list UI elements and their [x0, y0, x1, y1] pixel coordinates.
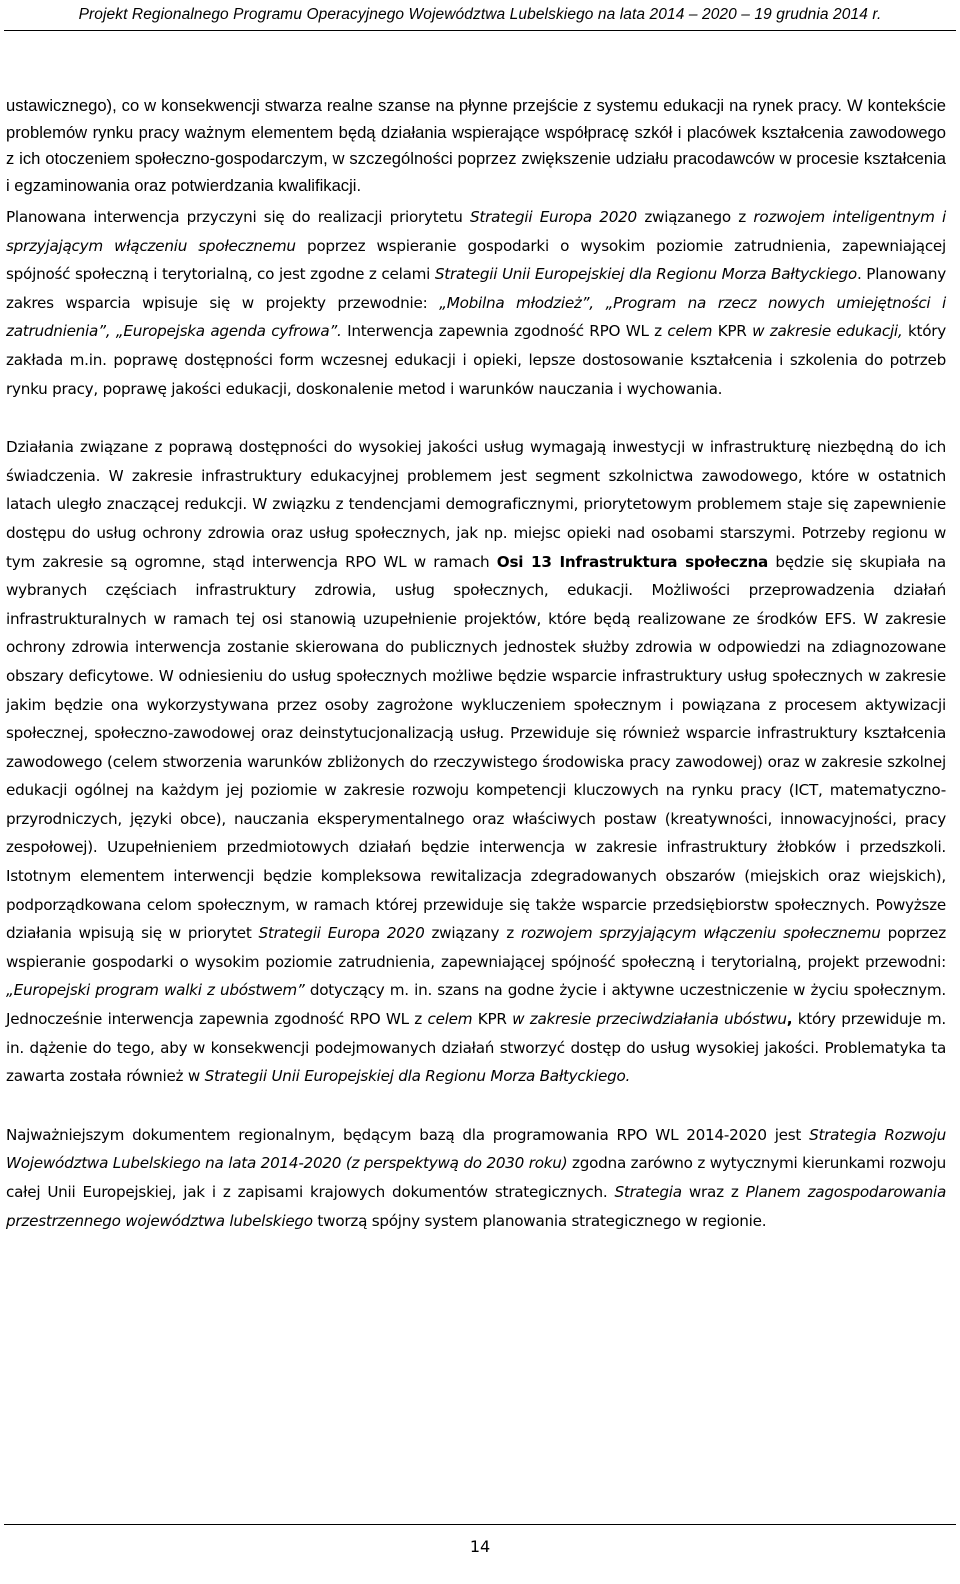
text-run: związanego z: [636, 208, 754, 226]
text-run: Działania związane z poprawą dostępności do wysokiej jakości usług wymagają inwestycji w infrastrukturę niezbędną do ich świadczenia. W zakresie infrastruktury edukacyjnej problemem jest segment szkolnictwa zawodowego, które w ostatnich latach uległo znaczącej redukcji. W związku z tendencjami demograficznymi, priorytetowym problemem staje się zapewnienie dostępu do usług ochrony zdrowia oraz usług społecznych, jak np. miejsc opieki nad osobami starszymi. Potrzeby regionu w tym zakresie są ogromne, stąd interwencja RPO WL w ramach: [6, 438, 946, 571]
text-run: KPR: [712, 322, 753, 341]
italic-text: celem: [427, 1010, 473, 1029]
paragraph: [6, 93, 946, 199]
text-run: wraz z: [681, 1183, 746, 1201]
text-run: związany z: [424, 924, 521, 943]
italic-text: Strategii Europa 2020: [258, 924, 425, 943]
text-run: . Planowany zakres wsparcia wpisuje się w projekty przewodnie:: [6, 265, 946, 312]
italic-text: rozwojem inteligentnym i sprzyjającym włączeniu społecznemu: [6, 208, 946, 255]
header-divider: [4, 30, 956, 31]
paragraph: [6, 1121, 946, 1235]
text-run: tworzą spójny system planowania strategicznego w regionie.: [312, 1211, 767, 1230]
italic-text: celem: [667, 322, 713, 341]
running-header: Projekt Regionalnego Programu Operacyjnego Województwa Lubelskiego na lata 2014 – 2020 – 19 grudnia 2014 r.: [78, 6, 882, 23]
italic-text: rozwojem sprzyjającym włączeniu społecznemu: [520, 924, 881, 943]
text-run: Najważniejszym dokumentem regionalnym, będącym bazą dla programowania RPO WL 2014-2020 jest: [6, 1125, 810, 1144]
text-run: KPR: [472, 1010, 513, 1029]
italic-text: Strategia Rozwoju Województwa Lubelskiego na lata 2014-2020 (z perspektywą do 2030 roku): [6, 1125, 946, 1173]
text-run: będzie się skupiała na wybranych częściach infrastruktury zdrowia, usług społecznych, edukacji. Możliwości przeprowadzenia działań infrastrukturalnych w ramach tej osi stanowią uzupełnienie projektów, które będą realizowane ze środków EFS. W zakresie ochrony zdrowia interwencja zostanie skierowana do publicznych jednostek służby zdrowia w odpowiedzi na zdiagnozowane obszary deficytowe. W odniesieniu do usług społecznych możliwe będzie wsparcie infrastruktury usług społecznych w zakresie jakim będzie ona wykorzystywana przez osoby zagrożone wykluczeniem społecznym i powiązana z procesem aktywizacji społecznej, społeczno-zawodowej oraz deinstytucjonalizacją usług. Przewiduje się również wsparcie infrastruktury kształcenia zawodowego (celem stworzenia warunków zbliżonych do rzeczywistego środowiska pracy zawodowej) oraz w zakresie szkolnej edukacji ogólnej na każdym jej poziomie w zakresie rozwoju kompetencji kluczowych na rynku pracy (ICT, matematyczno-przyrodniczych, języki obce), nauczania eksperymentalnego oraz właściwych postaw (kreatywności, innowacyjności, pracy zespołowej). Uzupełnieniem przedmiotowych działań będzie interwencja w zakresie infrastruktury żłobków i przedszkoli. Istotnym elementem interwencji będzie kompleksowa rewitalizacja zdegradowanych obszarów (miejskich oraz wiejskich), podporządkowana celom społecznym, w ramach której przewiduje się także wsparcie przedsiębiorstw społecznych. Powyższe działania wpisują się w priorytet: [6, 552, 946, 943]
italic-text: w zakresie przeciwdziałania ubóstwu: [512, 1010, 787, 1029]
italic-text: Planem zagospodarowania przestrzennego województwa lubelskiego: [6, 1183, 947, 1230]
page-number: 14: [469, 1537, 491, 1556]
text-run: Planowana interwencja przyczyni się do realizacji priorytetu: [6, 208, 471, 226]
bold-text: Osi 13 Infrastruktura społeczna: [496, 552, 769, 571]
body-text: [6, 93, 946, 1235]
bold-text: ,: [786, 1010, 793, 1029]
text-run: Interwencja zapewnia zgodność RPO WL z: [341, 322, 668, 341]
text-run: poprzez wspieranie gospodarki o wysokim poziomie zatrudnienia, zapewniającej spójność społeczną i terytorialną, projekt przewodni:: [6, 924, 946, 971]
italic-text: „Europejski program walki z ubóstwem”: [6, 981, 305, 1000]
italic-text: w zakresie edukacji,: [752, 322, 903, 341]
italic-text: Strategii Unii Europejskiej dla Regionu Morza Bałtyckiego: [434, 265, 857, 284]
text-run: ustawicznego), co w konsekwencji stwarza realne szanse na płynne przejście z systemu edukacji na rynek pracy. W kontekście problemów rynku pracy ważnym elementem będą działania wspierające współpracę szkół i placówek kształcenia zawodowego z ich otoczeniem społeczno-gospodarczym, w szczególności poprzez zwiększenie udziału pracodawców w procesie kształcenia i egzaminowania oraz potwierdzania kwalifikacji.: [6, 96, 946, 195]
italic-text: „Mobilna młodzież”, „Program na rzecz nowych umiejętności i zatrudnienia”, „Europejska agenda cyfrowa”.: [6, 293, 946, 341]
text-run: dotyczący m. in. szans na godne życie i aktywne uczestniczenie w życiu społecznym. Jednocześnie interwencja zapewnia zgodność RPO WL z: [6, 981, 946, 1029]
footer-divider: [4, 1524, 956, 1525]
italic-text: Strategii Europa 2020: [470, 208, 637, 226]
italic-text: Strategii Unii Europejskiej dla Regionu Morza Bałtyckiego.: [204, 1067, 631, 1086]
paragraph: [6, 433, 946, 1091]
italic-text: Strategia: [614, 1183, 682, 1201]
text-run: zgodna zarówno z wytycznymi kierunkami rozwoju całej Unii Europejskiej, jak i z zapisami krajowych dokumentów strategicznych.: [6, 1154, 946, 1201]
text-run: który zakłada m.in. poprawę dostępności form wczesnej edukacji i opieki, lepsze dostosowanie kształcenia i szkolenia do potrzeb rynku pracy, poprawę jakości edukacji, doskonalenie metod i warunków nauczania i wychowania.: [6, 322, 946, 398]
text-run: poprzez wspieranie gospodarki o wysokim poziomie zatrudnienia, zapewniającej spójność społeczną i terytorialną, co jest zgodne z celami: [6, 236, 947, 284]
paragraph: [6, 203, 946, 403]
text-run: który przewiduje m. in. dążenie do tego, aby w konsekwencji podejmowanych działań stworzyć dostęp do usług wysokiej jakości. Problematyka ta zawarta została również w: [6, 1010, 946, 1086]
